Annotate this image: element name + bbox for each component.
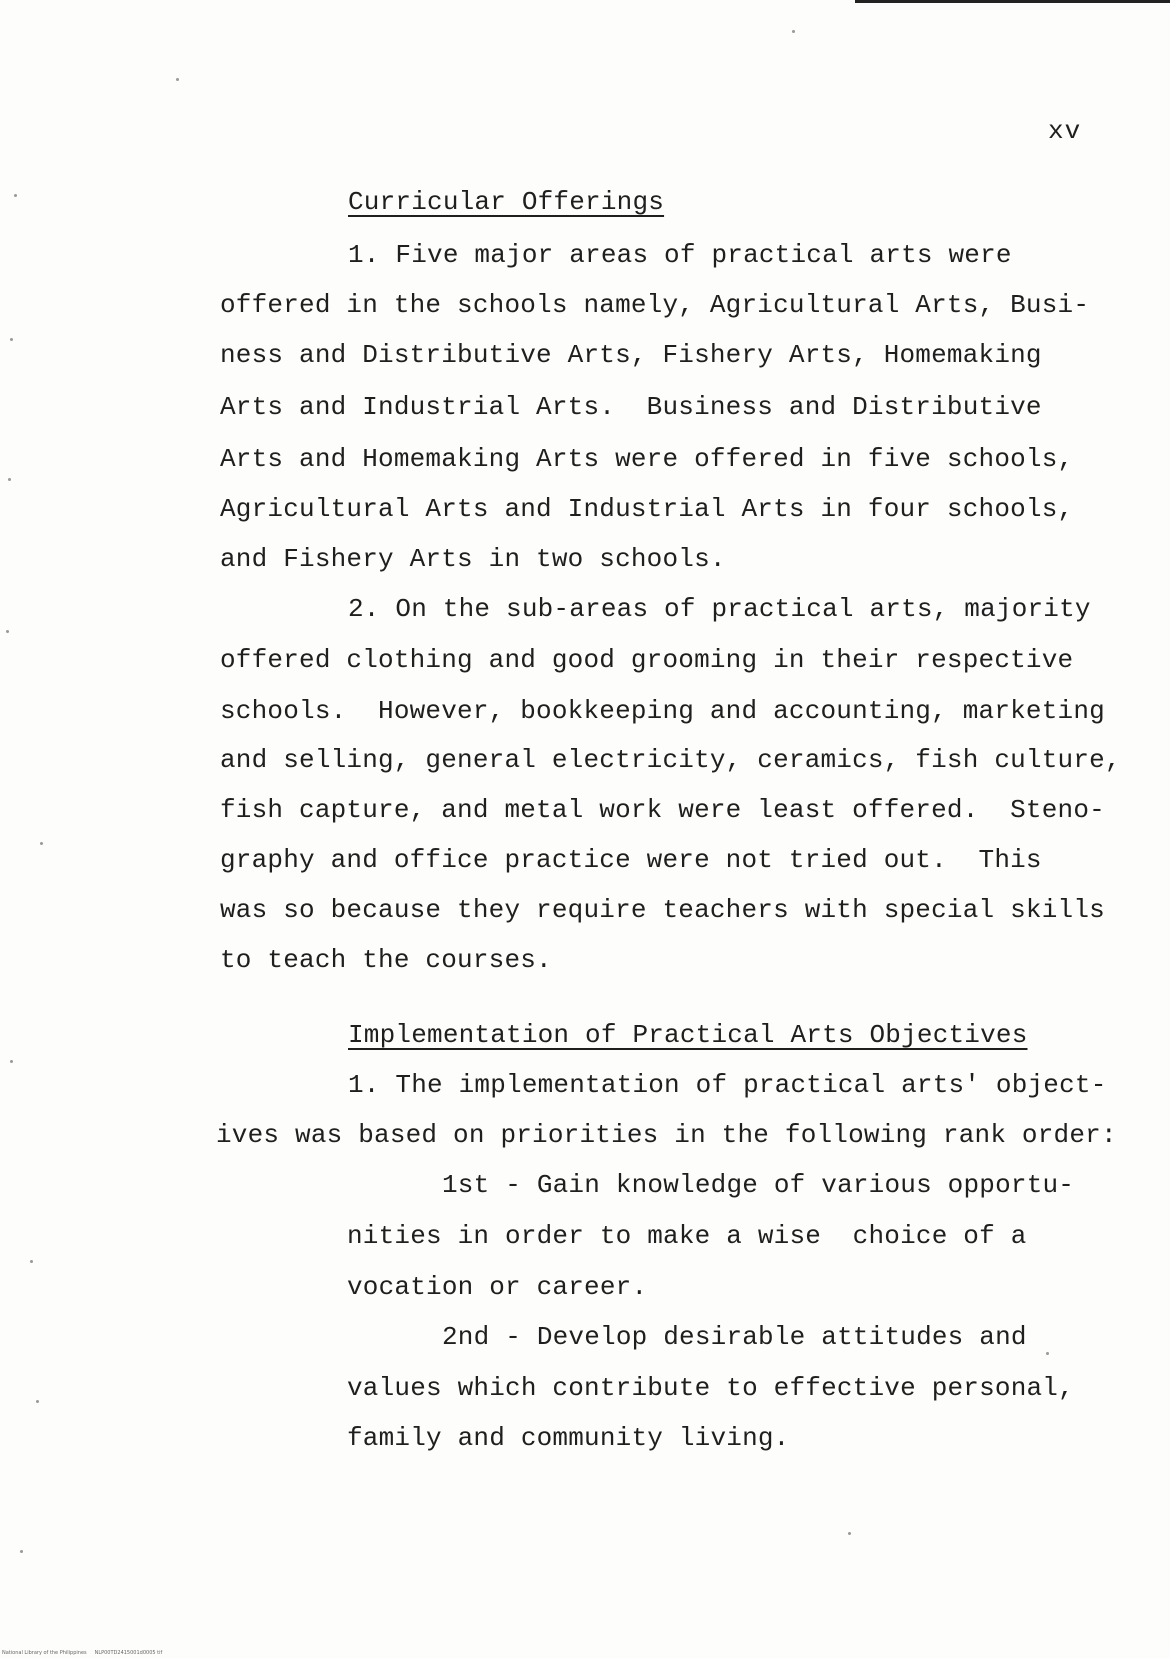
paragraph-line: and Fishery Arts in two schools.: [220, 544, 726, 574]
priority-item-first: 1st - Gain knowledge of various opportu-: [442, 1170, 1075, 1200]
page-number: xv: [1048, 116, 1082, 146]
scan-speck: [36, 1400, 39, 1403]
scan-speck: [30, 1260, 33, 1263]
scan-speck: [14, 194, 17, 197]
paragraph-line: Arts and Industrial Arts. Business and Distributive: [220, 392, 1042, 422]
paragraph-line: Agricultural Arts and Industrial Arts in four schools,: [220, 494, 1074, 524]
paragraph-line: ness and Distributive Arts, Fishery Arts, Homemaking: [220, 340, 1042, 370]
paragraph-line: graphy and office practice were not tried out. This: [220, 845, 1042, 875]
paragraph-line: 1. The implementation of practical arts' object-: [348, 1070, 1107, 1100]
paragraph-line: family and community living.: [347, 1423, 790, 1453]
scan-speck: [176, 78, 179, 81]
paragraph-line: offered clothing and good grooming in their respective: [220, 645, 1074, 675]
section-heading-implementation: Implementation of Practical Arts Objectives: [348, 1020, 1028, 1050]
scan-speck: [20, 1550, 23, 1553]
paragraph-line: and selling, general electricity, ceramics, fish culture,: [220, 745, 1121, 775]
paragraph-line: to teach the courses.: [220, 945, 552, 975]
scan-speck: [848, 1532, 851, 1535]
paragraph-line: ives was based on priorities in the following rank order:: [216, 1120, 1117, 1150]
scan-speck: [10, 1060, 13, 1063]
paragraph-line: Arts and Homemaking Arts were offered in five schools,: [220, 444, 1074, 474]
paragraph-line: nities in order to make a wise choice of a: [347, 1221, 1027, 1251]
top-edge-rule: [855, 0, 1170, 3]
scan-speck: [6, 630, 9, 633]
scan-speck: [40, 842, 43, 845]
scan-speck: [1046, 1352, 1049, 1355]
paragraph-line: values which contribute to effective personal,: [347, 1373, 1074, 1403]
paragraph-line: vocation or career.: [347, 1272, 648, 1302]
priority-item-second: 2nd - Develop desirable attitudes and: [442, 1322, 1027, 1352]
paragraph-line: 2. On the sub-areas of practical arts, majority: [348, 594, 1091, 624]
section-heading-curricular-offerings: Curricular Offerings: [348, 187, 665, 217]
paragraph-line: schools. However, bookkeeping and accounting, marketing: [220, 696, 1105, 726]
scan-footer-note: National Library of the Philippines NLP00TD2415001d0005 tif: [2, 1650, 163, 1656]
paragraph-line: was so because they require teachers with special skills: [220, 895, 1105, 925]
paragraph-line: fish capture, and metal work were least offered. Steno-: [220, 795, 1105, 825]
scan-speck: [792, 30, 795, 33]
scan-speck: [10, 338, 13, 341]
paragraph-line: 1. Five major areas of practical arts were: [348, 240, 1012, 270]
paragraph-line: offered in the schools namely, Agricultural Arts, Busi-: [220, 290, 1090, 320]
scan-speck: [8, 478, 11, 481]
